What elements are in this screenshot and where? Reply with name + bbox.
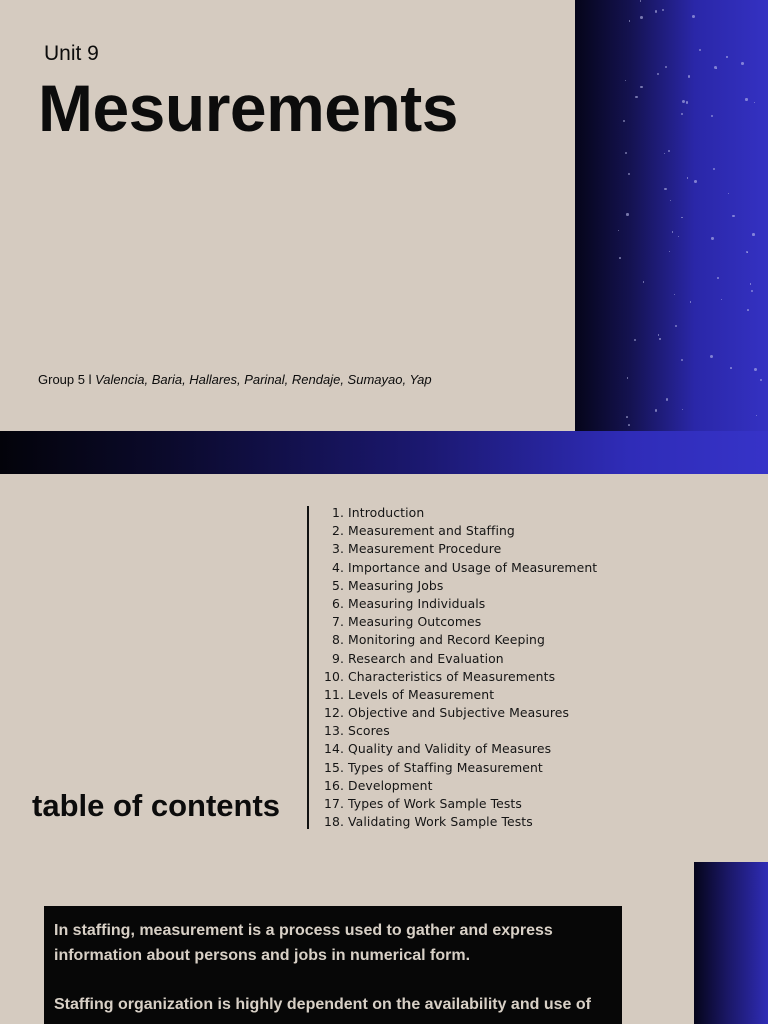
paragraph-1: In staffing, measurement is a process used to gather and express information about persons and jobs in numerical form.	[54, 922, 553, 964]
toc-item-number: 17.	[323, 796, 344, 811]
paragraph-2: Staffing organization is highly dependent on the availability and use of	[54, 996, 591, 1013]
star-speck	[662, 9, 664, 11]
toc-divider	[307, 506, 309, 829]
toc-item-number: 1.	[331, 505, 344, 520]
star-speck	[627, 377, 629, 379]
star-speck	[752, 233, 755, 236]
toc-item	[318, 740, 597, 758]
star-speck	[717, 277, 719, 279]
toc-item-label: Scores	[348, 723, 390, 739]
star-speck	[664, 188, 667, 191]
star-speck	[666, 398, 668, 400]
toc-item-number: 4.	[331, 559, 344, 575]
star-speck	[760, 379, 762, 381]
toc-item-number: 10.	[323, 668, 344, 684]
star-speck	[728, 193, 729, 194]
group-members: Valencia, Baria, Hallares, Parinal, Rendaje, Sumayao, Yap	[95, 372, 432, 387]
star-speck	[625, 80, 626, 81]
toc-item-label: Measuring Outcomes	[348, 614, 482, 630]
star-speck	[710, 355, 713, 358]
toc-item-label: Validating Work Sample Tests	[348, 814, 533, 830]
toc-item-label: Types of Work Sample Tests	[348, 796, 522, 811]
star-speck	[618, 230, 619, 231]
star-speck	[665, 66, 667, 68]
toc-item-label: Importance and Usage of Measurement	[348, 559, 598, 575]
text-box	[44, 906, 622, 1024]
star-speck	[699, 49, 701, 51]
toc-item-number: 14.	[323, 741, 344, 757]
toc-item	[318, 668, 597, 686]
toc-item-number: 15.	[323, 759, 344, 775]
toc-item	[318, 759, 597, 777]
star-speck	[658, 334, 660, 336]
star-speck	[678, 236, 679, 237]
star-speck	[726, 56, 727, 57]
star-speck	[690, 301, 692, 303]
toc-item	[318, 540, 597, 558]
star-speck	[750, 283, 751, 284]
toc-item	[318, 813, 597, 831]
star-speck	[634, 339, 636, 341]
toc-item	[318, 577, 597, 595]
star-speck	[640, 86, 642, 88]
star-speck	[681, 217, 682, 218]
star-speck	[640, 16, 643, 19]
star-speck	[754, 102, 755, 103]
star-speck	[745, 98, 747, 100]
star-speck	[746, 251, 748, 253]
star-speck	[711, 115, 713, 117]
toc-item-label: Development	[348, 777, 433, 793]
star-speck	[686, 101, 689, 104]
toc-item-number: 7.	[331, 614, 344, 630]
star-speck	[681, 113, 683, 115]
star-speck	[751, 290, 753, 292]
toc-item-number: 3.	[331, 541, 344, 557]
toc-item	[318, 613, 597, 631]
star-speck	[669, 251, 670, 252]
star-speck	[688, 75, 690, 77]
star-speck	[756, 415, 757, 416]
toc-item-label: Characteristics of Measurements	[348, 668, 556, 684]
star-speck	[628, 424, 630, 426]
star-speck	[681, 359, 683, 361]
toc-item-label: Introduction	[348, 505, 425, 520]
star-speck	[628, 173, 630, 175]
toc-item	[318, 522, 597, 540]
star-speck	[730, 367, 732, 369]
toc-item	[318, 595, 597, 613]
star-speck	[682, 409, 683, 410]
star-speck	[714, 66, 717, 69]
toc-item-label: Objective and Subjective Measures	[348, 705, 570, 721]
star-speck	[711, 237, 713, 239]
toc-item	[318, 686, 597, 704]
group-credit	[38, 372, 432, 387]
toc-item-label: Measuring Individuals	[348, 595, 486, 611]
star-speck	[741, 62, 744, 65]
star-speck	[732, 215, 735, 218]
star-speck	[670, 200, 671, 201]
toc-title: table of contents	[32, 788, 281, 823]
gradient-panel	[694, 862, 768, 1024]
star-speck	[643, 281, 645, 283]
star-speck	[687, 177, 688, 178]
star-speck	[635, 96, 637, 98]
slide-title: Mesurements	[38, 71, 458, 145]
star-speck	[657, 73, 659, 75]
star-speck	[619, 257, 621, 259]
toc-item-number: 18.	[323, 814, 344, 830]
star-speck	[692, 15, 695, 18]
toc-item-number: 5.	[331, 577, 344, 593]
toc-item-label: Measurement Procedure	[348, 541, 502, 557]
toc-item-label: Research and Evaluation	[348, 650, 504, 666]
star-speck	[754, 368, 757, 371]
star-speck	[626, 213, 628, 215]
star-speck	[675, 325, 677, 327]
toc-item-label: Measuring Jobs	[348, 577, 444, 593]
star-speck	[655, 10, 658, 13]
toc-item	[318, 704, 597, 722]
toc-slide	[0, 474, 768, 862]
content-slide	[0, 862, 768, 1024]
toc-item	[318, 650, 597, 668]
starfield-panel	[575, 0, 768, 431]
title-slide	[0, 0, 768, 431]
toc-item	[318, 777, 597, 795]
toc-item-number: 12.	[323, 705, 344, 721]
star-speck	[672, 231, 674, 233]
toc-item	[318, 631, 597, 649]
toc-item-label: Quality and Validity of Measures	[348, 741, 552, 757]
star-speck	[668, 150, 671, 153]
unit-label: Unit 9	[44, 42, 99, 65]
star-speck	[694, 180, 697, 183]
toc-item-number: 16.	[323, 777, 344, 793]
star-speck	[674, 294, 675, 295]
toc-list	[318, 504, 597, 831]
star-speck	[664, 153, 665, 154]
toc-item-number: 9.	[331, 650, 344, 666]
toc-item	[318, 795, 597, 813]
star-speck	[655, 409, 657, 411]
star-speck	[626, 416, 628, 418]
toc-item-number: 2.	[331, 523, 344, 539]
toc-item-label: Measurement and Staffing	[348, 523, 515, 539]
toc-item	[318, 559, 597, 577]
star-speck	[640, 0, 641, 1]
star-speck	[623, 120, 625, 122]
toc-item-number: 13.	[323, 723, 344, 739]
toc-item-number: 11.	[323, 686, 344, 702]
star-speck	[747, 309, 749, 311]
toc-item	[318, 722, 597, 740]
toc-item	[318, 504, 597, 522]
star-speck	[629, 20, 631, 22]
toc-item-label: Monitoring and Record Keeping	[348, 632, 545, 648]
toc-item-label: Levels of Measurement	[348, 686, 495, 702]
star-speck	[625, 152, 627, 154]
group-prefix: Group 5 l	[38, 372, 92, 387]
toc-item-number: 6.	[331, 595, 344, 611]
gradient-divider	[0, 431, 768, 474]
star-speck	[713, 168, 715, 170]
star-speck	[682, 100, 685, 103]
toc-item-number: 8.	[331, 632, 344, 648]
star-speck	[721, 299, 722, 300]
star-speck	[659, 338, 660, 339]
toc-item-label: Types of Staffing Measurement	[348, 759, 543, 775]
